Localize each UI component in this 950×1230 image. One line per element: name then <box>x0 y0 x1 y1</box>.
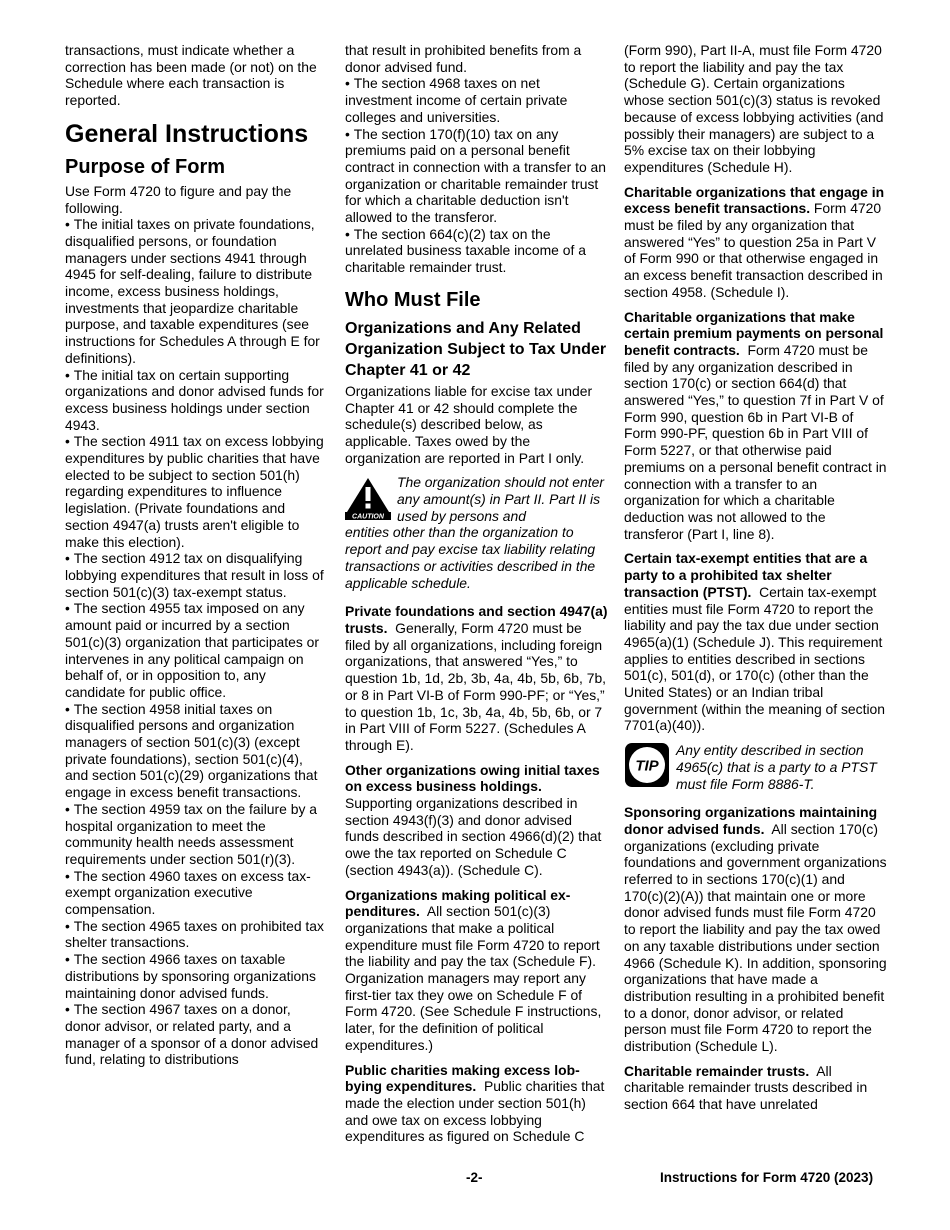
purpose-bullet: • The section 664(c)(2) tax on the unrelated business taxable income of a charitable remainder trust. <box>345 226 609 276</box>
caution-label: CAUTION <box>352 513 384 521</box>
remainder-trusts-text: All charitable remainder trusts described in section 664 that have unrelated <box>624 1062 868 1113</box>
organizations-paragraph: Organizations liable for excise tax under Chapter 41 or 42 should complete the schedule(s) described below, as applicable. Taxes owed by the organization are reported in Part I only. <box>345 382 593 466</box>
purpose-bullet: • The initial taxes on private foundations, disqualified persons, or foundation managers under sections 4941 through 4945 for self-dealing, failure to distribute income, excess business holdings, investments that jeopardize charitable purpose, and taxable expenditures (see instructions for Schedules A through E for definitions). <box>65 216 329 366</box>
tip-note <box>624 742 888 792</box>
purpose-paragraph: Use Form 4720 to figure and pay the following. <box>65 182 292 216</box>
who-must-file-heading: Who Must File <box>345 288 481 311</box>
purpose-heading: Purpose of Form <box>65 155 226 178</box>
other-organizations-text: Supporting organizations described in section 4943(f)(3) and donor advised funds described in section 4966(d)(2) that owe the tax reported on Schedule C (section 4943(a)). (Schedule C). <box>345 795 602 878</box>
continued-paragraph: that result in prohibited benefits from a donor advised fund. <box>345 42 582 75</box>
remainder-trusts-lead: Charitable remainder trusts. <box>624 1062 810 1079</box>
purpose-bullet: • The section 4912 tax on disqualifying lobbying expenditures that result in loss of section 501(c)(3) tax-exempt status. <box>65 550 329 600</box>
excess-benefit-text: Form 4720 must be filed by any organization that answered “Yes” to question 25a in Part V of Form 990 or that otherwise engaged in an excess benefit transaction described in section 4958. (Schedule I). <box>624 200 883 300</box>
purpose-bullet: • The initial tax on certain supporting organizations and donor advised funds for excess business holdings under section 4943. <box>65 367 329 434</box>
purpose-bullet: • The section 4959 tax on the failure by a hospital organization to meet the community health needs assessment requirements under section 501(r)(3). <box>65 801 329 868</box>
political-expenditures-paragraph <box>345 887 609 1054</box>
other-organizations-paragraph <box>345 762 609 879</box>
private-foundations-lead: Private foundations and section 4947(a) trusts. <box>345 603 608 636</box>
tip-icon <box>624 742 676 790</box>
page-number: -2- <box>466 1170 483 1185</box>
other-organizations-lead: Other organizations owing initial taxes on excess business holdings. <box>345 761 600 795</box>
caution-text-b: entities other than the organization to report and pay excise tax liability relating transactions or activities described in the applicable schedule. <box>345 524 596 591</box>
premium-payments-text: Form 4720 must be filed by any organization described in section 170(c) or section 664(d) that answered “Yes,” to question 7f in Part V of Form 990, question 6b in Part VI-B of Form 990-PF, question 6b in Part VIII of Form 5227, or that otherwise paid premiums on a personal benefit contract in connection with a transfer to an organization for which a charitable deduction was not allowed to the transferor (Part I, line 8). <box>624 341 887 542</box>
purpose-bullet: • The section 4955 tax imposed on any amount paid or incurred by a section 501(c)(3) organization that participates or intervenes in any political campaign on behalf of, or in opposition to, any candidate for public office. <box>65 600 329 700</box>
intro-paragraph: transactions, must indicate whether a correction has been made (or not) on the Schedule where each transaction is reported. <box>65 42 317 109</box>
purpose-bullet: • The section 4968 taxes on net investment income of certain private colleges and universities. <box>345 75 609 125</box>
purpose-bullet: • The section 4965 taxes on prohibited tax shelter transactions. <box>65 918 329 951</box>
purpose-bullet: • The section 4960 taxes on excess tax-exempt organization executive compensation. <box>65 868 329 918</box>
column-2 <box>345 42 609 1153</box>
remainder-trusts-paragraph <box>624 1063 888 1113</box>
organizations-subheading: Organizations and Any Related Organization Subject to Tax Under Chapter 41 or 42 <box>345 319 607 379</box>
sponsoring-organizations-lead: Sponsoring organizations maintaining donor advised funds. <box>624 804 878 837</box>
purpose-bullet: • The section 170(f)(10) tax on any premiums paid on a personal benefit contract in connection with a transfer to an organization or charitable remainder trust for which a charitable deduction isn't allowed to the transferor. <box>345 126 609 226</box>
lobbying-lead: Public charities making excess lobbying expenditures. <box>345 1061 580 1095</box>
footer-title: Instructions for Form 4720 (2023) <box>660 1170 874 1185</box>
tip-label: TIP <box>635 757 659 775</box>
ptst-paragraph <box>624 550 888 734</box>
continued-paragraph: (Form 990), Part II-A, must file Form 4720 to report the liability and pay the tax (Schedule G). Certain organizations whose section 501(c)(3) status is revoked because of excess lobbying activities (and possibly their managers) are subject to a 5% excise tax on their lobbying expenditures (Schedule H). <box>624 42 884 175</box>
excess-benefit-lead: Charitable organizations that engage in excess benefit transactions. <box>624 183 885 217</box>
private-foundations-paragraph <box>345 603 609 753</box>
lobbying-text: Public charities that made the election under section 501(h) and owe tax on excess lobbying expenditures as figured on Schedule C <box>345 1078 605 1145</box>
excess-benefit-paragraph <box>624 184 888 301</box>
caution-note <box>345 474 609 591</box>
sponsoring-organizations-text: All section 170(c) organizations (excluding private foundations and government organizations referred to in sections 170(c)(1) and 170(c)(2)(A)) that maintain one or more donor advised funds must file Form 4720 to report the liability and pay the tax owed on any taxable distributions under section 4966 (Schedule K). In addition, sponsoring organizations that have made a distribution resulting in a prohibited benefit to a donor, donor advisor, or related person must file Form 4720 to report the distribution (Schedule L). <box>624 820 887 1055</box>
purpose-bullet: • The section 4958 initial taxes on disqualified persons and organization managers of section 501(c)(3) (except private foundations), section 501(c)(4), and section 501(c)(29) organizations that engage in excess benefit transactions. <box>65 701 329 801</box>
tip-text: Any entity described in section 4965(c) that is a party to a PTST must file Form 8886-T. <box>676 742 877 792</box>
purpose-bullet: • The section 4966 taxes on taxable distributions by sponsoring organizations maintaining donor advised funds. <box>65 951 329 1001</box>
caution-text-a: The organization should not enter any amount(s) in Part II. Part II is used by persons and <box>397 474 604 524</box>
ptst-lead: Certain tax-exempt entities that are a party to a prohibited tax shelter transaction (PTST). <box>624 550 868 600</box>
caution-icon <box>345 476 391 524</box>
premium-payments-paragraph <box>624 309 888 543</box>
ptst-text: Certain tax-exempt entities must file Form 4720 to report the liability and pay the tax due under section 4965(a)(1) (Schedule J). This requirement applies to entities described in sections 501(c), 501(d), or 170(c) (other than the United States) or an Indian tribal government (within the meaning of section 7701(a)(40)). <box>624 583 885 734</box>
political-expenditures-lead: Organizations making political expenditures. <box>345 886 571 920</box>
lobbying-paragraph <box>345 1062 609 1146</box>
purpose-bullet: • The section 4967 taxes on a donor, donor advisor, or related party, and a manager of a sponsor of a donor advised fund, relating to distributions <box>65 1001 329 1068</box>
purpose-bullet: • The section 4911 tax on excess lobbying expenditures by public charities that have elected to be subject to section 501(h) regarding expenditures to influence legislation. (Private foundations and section 4947(a) trusts aren't eligible to make this election). <box>65 433 329 550</box>
column-1 <box>65 42 329 1068</box>
political-expenditures-text: All section 501(c)(3) organizations that make a political expenditure must file Form 4720 to report the liability and pay the tax (Schedule F). Organization managers may report any first-tier tax they owe on Schedule F of Form 4720. (See Schedule F instructions, later, for the definition of political expenditures.) <box>345 903 602 1053</box>
column-3 <box>624 42 888 1121</box>
general-instructions-heading: General Instructions <box>65 119 309 148</box>
private-foundations-text: Generally, Form 4720 must be filed by all organizations, including foreign organizations, that answered “Yes,” to question 1b, 1d, 2b, 3b, 4a, 4b, 5b, 6b, 7b, or 8 in Part VI-B of Form 990-PF; or “Yes,” to question 1b, 1c, 3b, 4a, 4b, 5b, 6b, or 7 in Part VIII of Form 5227. (Schedules A through E). <box>345 619 607 753</box>
premium-payments-lead: Charitable organizations that make certain premium payments on personal benefit contracts. <box>624 308 884 358</box>
sponsoring-organizations-paragraph <box>624 804 888 1055</box>
